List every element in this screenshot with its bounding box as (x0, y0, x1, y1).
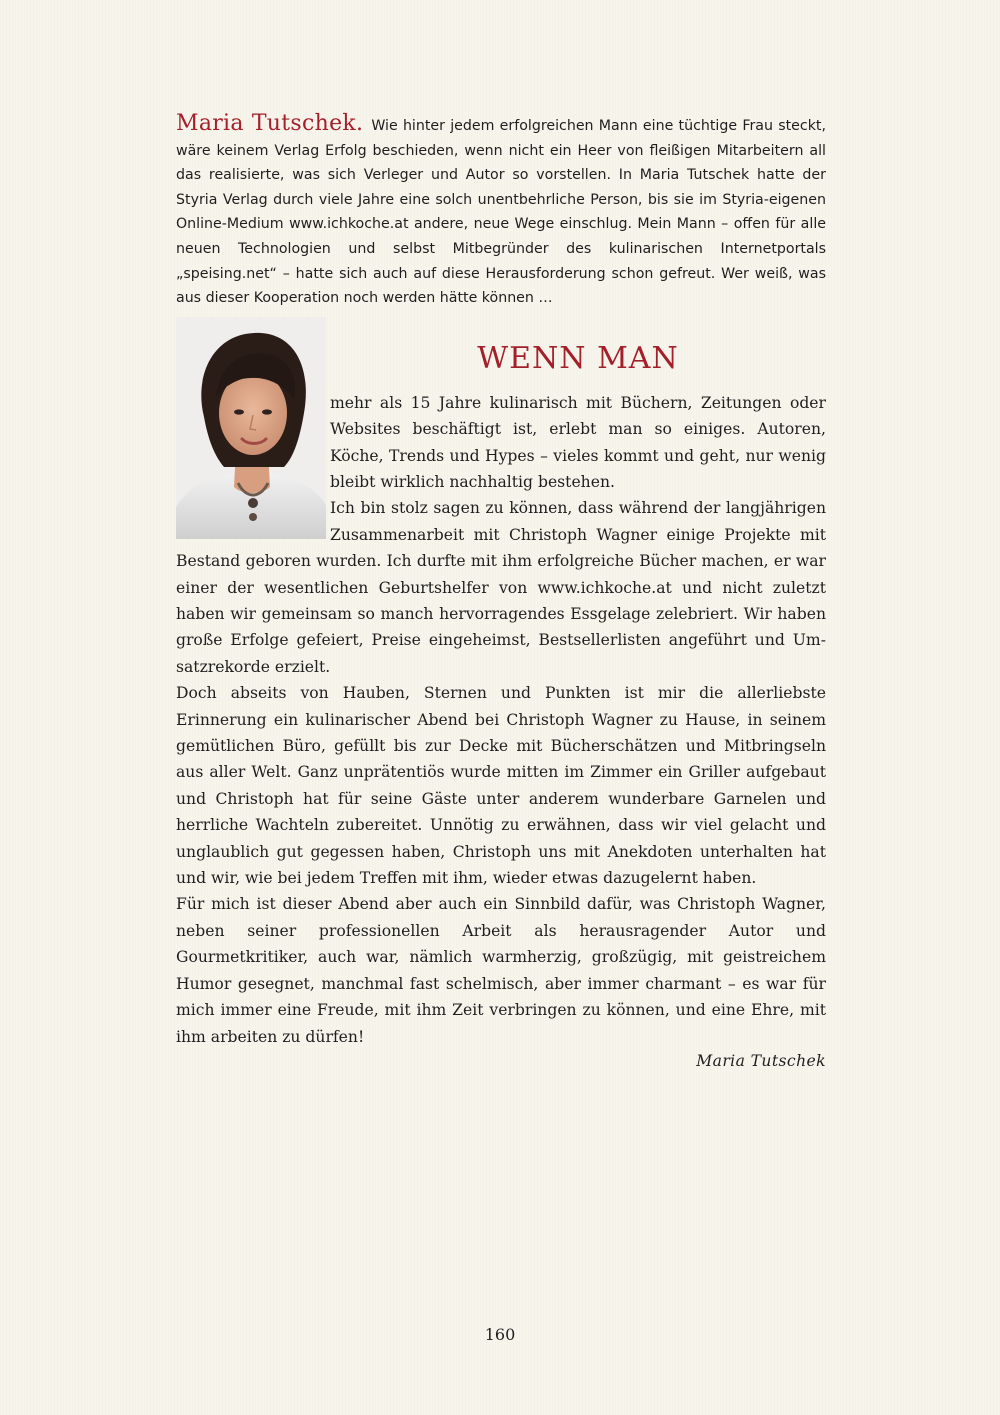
author-signature: Maria Tutschek (696, 1051, 826, 1070)
body-paragraph-2: Ich bin stolz sagen zu können, dass während der langjährigen Zusammenarbeit mit Christoph Wagner einige Projekte mit Bestand geboren wurden. Ich durfte mit ihm erfolgreiche Bücher machen, er war einer der wesentlichen Geburtshelfer von www.ichkoche.at und nicht zuletzt haben wir gemeinsam so manch hervorragendes Essgelage zelebriert. Wir haben große Erfolge gefeiert, Preise eingeheimst, Bestsellerlisten angeführt und Umsatzrekorde erzielt. (176, 499, 826, 676)
intro-paragraph (176, 112, 826, 311)
portrait-illustration (176, 317, 326, 539)
portrait-photo (176, 317, 326, 539)
body-paragraph-1: mehr als 15 Jahre kulinarisch mit Büchern, Zeitungen oder Websites beschäftigt ist, erlebt man so einiges. Autoren, Köche, Trends und Hypes – vieles kommt und geht, nur wenig bleibt wirklich nachhaltig bestehen. (330, 393, 826, 491)
body-paragraph-4: Für mich ist dieser Abend aber auch ein Sinnbild dafür, was Christoph Wagner, neben seiner professionellen Arbeit als herausragender Autor und Gourmetkritiker, auch war, nämlich warmherzig, großzügig, mit geistreichem Humor gesegnet, manchmal fast schelmisch, aber immer charmant – es war für mich immer eine Freude, mit ihm Zeit verbringen zu können, und eine Ehre, mit ihm arbeiten zu dürfen! (176, 895, 826, 1046)
intro-text: Wie hinter jedem erfolgreichen Mann eine tüchtige Frau steckt, wäre keinem Verlag Erfolg beschieden, wenn nicht ein Heer von fleißigen Mitarbeitern all das realisierte, was sich Verleger und Autor so vorstellen. In Maria Tutschek hatte der Styria Verlag durch viele Jahre eine solch unentbehrliche Person, bis sie im Styria-eigenen Online-Medium www.ichkoche.at andere, neue Wege einschlug. Mein Mann – offen für alle neuen Technologien und selbst Mitbegründer des kulinarischen Internetportals „speising.net“ – hatte sich auch auf diese Herausforderung schon gefreut. Wer weiß, was aus dieser Kooperation noch werden hätte können … (176, 118, 826, 307)
body-paragraph-3: Doch abseits von Hauben, Sternen und Punkten ist mir die allerliebste Erinnerung ein kulinarischer Abend bei Christoph Wagner zu Hause, in seinem gemütlichen Büro, gefüllt bis zur Decke mit Bücherschätzen und Mitbringseln aus aller Welt. Ganz unprätentiös wurde mitten im Zimmer ein Griller aufgebaut und Christoph hat für seine Gäste unter anderem wunderbare Garnelen und herrliche Wachteln zubereitet. Unnötig zu erwähnen, dass wir viel gelacht und unglaublich gut gegessen haben, Christoph uns mit Anekdoten unterhalten hat und wir, wie bei jedem Treffen mit ihm, wieder etwas dazugelernt haben. (176, 684, 826, 888)
intro-name: Maria Tutschek. (176, 111, 364, 136)
text-column (176, 112, 826, 1070)
section-heading: WENN MAN (477, 340, 679, 376)
page-number: 160 (484, 1325, 516, 1344)
